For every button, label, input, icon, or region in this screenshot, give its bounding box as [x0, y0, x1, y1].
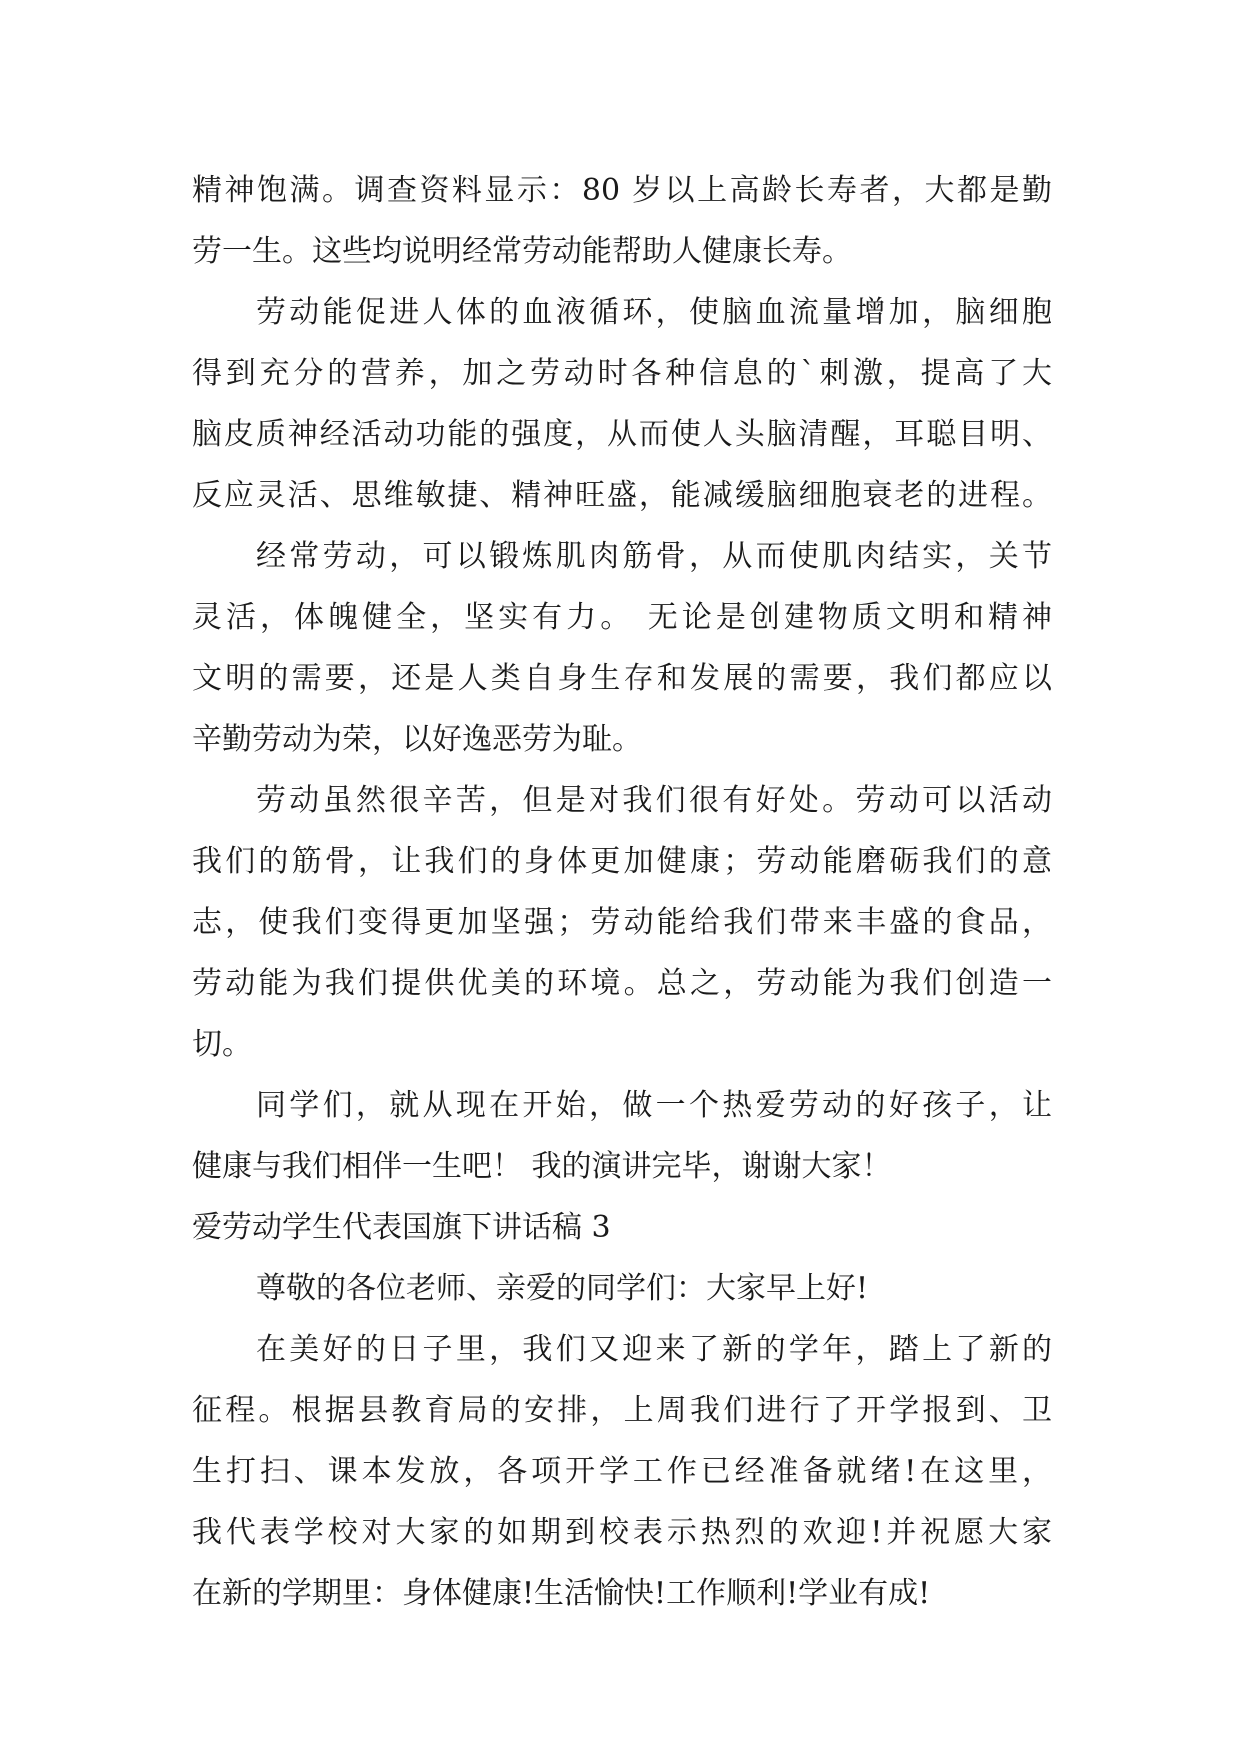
- text-line: 经常劳动，可以锻炼肌肉筋骨，从而使肌肉结实，关节: [256, 539, 1052, 574]
- text-line: 劳动能为我们提供优美的环境。总之，劳动能为我们创造一: [192, 966, 1052, 1001]
- text-line: 劳动能促进人体的血液循环，使脑血流量增加，脑细胞: [256, 295, 1052, 330]
- text-line: 切。: [192, 1027, 252, 1062]
- text-line: 脑皮质神经活动功能的强度，从而使人头脑清醒，耳聪目明、: [192, 417, 1052, 452]
- document-body: [192, 160, 1052, 1624]
- text-line: 反应灵活、思维敏捷、精神旺盛，能减缓脑细胞衰老的进程。: [192, 478, 1052, 513]
- text-line: 得到充分的营养，加之劳动时各种信息的`刺激，提高了大: [192, 356, 1052, 391]
- text-line: 灵活，体魄健全，坚实有力。 无论是创建物质文明和精神: [192, 600, 1052, 635]
- text-line: 劳一生。这些均说明经常劳动能帮助人健康长寿。: [192, 234, 852, 269]
- text-line: 尊敬的各位老师、亲爱的同学们：大家早上好!: [256, 1271, 869, 1306]
- section-title: 爱劳动学生代表国旗下讲话稿 3: [192, 1210, 611, 1245]
- text-line: 同学们，就从现在开始，做一个热爱劳动的好孩子，让: [256, 1088, 1052, 1123]
- text-line: 生打扫、课本发放，各项开学工作已经准备就绪!在这里，: [192, 1454, 1052, 1489]
- text-line: 在新的学期里：身体健康!生活愉快!工作顺利!学业有成!: [192, 1576, 931, 1611]
- text-line: 我代表学校对大家的如期到校表示热烈的欢迎!并祝愿大家: [192, 1515, 1052, 1550]
- text-line: 劳动虽然很辛苦，但是对我们很有好处。劳动可以活动: [256, 783, 1052, 818]
- text-line: 精神饱满。调查资料显示：80 岁以上高龄长寿者，大都是勤: [192, 173, 1052, 208]
- text-line: 志，使我们变得更加坚强；劳动能给我们带来丰盛的食品，: [192, 905, 1052, 940]
- text-line: 在美好的日子里，我们又迎来了新的学年，踏上了新的: [256, 1332, 1052, 1367]
- text-line: 辛勤劳动为荣，以好逸恶劳为耻。: [192, 722, 642, 757]
- text-line: 健康与我们相伴一生吧！ 我的演讲完毕，谢谢大家！: [192, 1149, 892, 1184]
- text-line: 我们的筋骨，让我们的身体更加健康；劳动能磨砺我们的意: [192, 844, 1052, 879]
- text-line: 征程。根据县教育局的安排，上周我们进行了开学报到、卫: [192, 1393, 1052, 1428]
- text-line: 文明的需要，还是人类自身生存和发展的需要，我们都应以: [192, 661, 1052, 696]
